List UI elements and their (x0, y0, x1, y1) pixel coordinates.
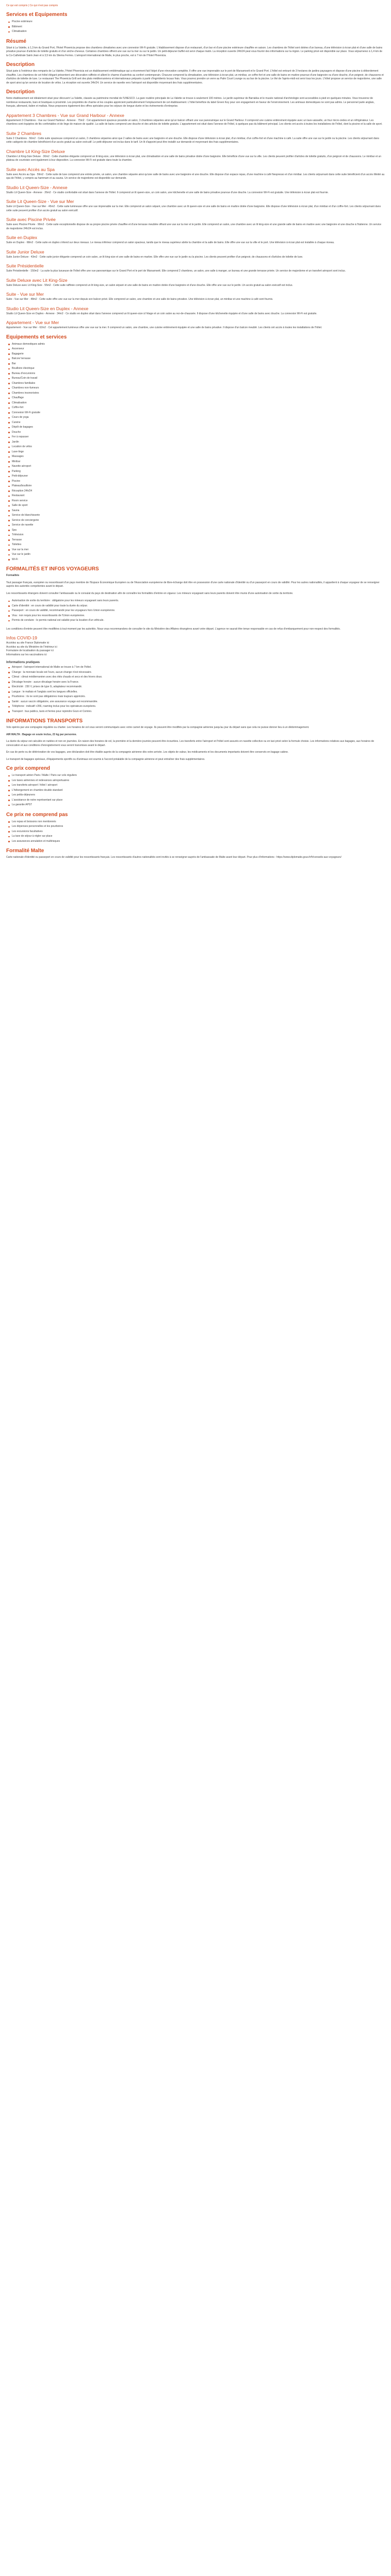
list-item: Les dépenses personnelles et les pourboires (8, 824, 385, 829)
list-item: Change : la monnaie locale est l'euro, aucun change n'est nécessaire. (8, 670, 385, 675)
list-item: Minibar (8, 460, 385, 465)
room-title: Studio Lit Queen-Size en Duplex - Annexe (6, 306, 89, 311)
list-item: La taxe de séjour à régler sur place (8, 834, 385, 839)
covid-links (6, 641, 385, 657)
description2-title: Description (6, 89, 35, 95)
list-item: Sauna (8, 509, 385, 514)
list-item: Animaux domestiques admis (8, 342, 385, 347)
list-item: Téléphone : indicatif +356, roaming inclus pour les opérateurs européens. (8, 704, 385, 709)
formalites-title: FORMALITÉS ET INFOS VOYAGEURS (6, 566, 99, 572)
room-description: Suite Deluxe avec Lit King-Size · 55m2 · Cette suite raffinée comprend un lit king-size, un salon séparé et une salle de bains en marbre dotée d'une baignoire et d'une douche. Elle offre une vue sur le jardin. Un accès gratuit au salon exécutif est inclus. (6, 283, 293, 287)
transport-p2: AIR MALTA : Bagage en soute inclus, 23 kg par personne. (6, 733, 77, 736)
list-item: Langue : le maltais et l'anglais sont les langues officielles. (8, 690, 385, 695)
list-item: Passeport : en cours de validité, recommandé pour les voyageurs hors Union européenne. (8, 608, 385, 614)
room-title: Suite en Duplex (6, 235, 38, 240)
list-item: Salle de sport (8, 503, 385, 509)
list-item: Vue sur le jardin (8, 552, 385, 557)
list-item: Transport : bus publics, taxis et ferries pour rejoindre Gozo et Comino. (8, 709, 385, 715)
formalites-bullets (6, 599, 385, 623)
list-item: Réception 24h/24 (8, 489, 385, 494)
room-description: Chambre Lit King-Size Deluxe · 30m2 · Cette chambre élégante comprend un lit king-size, une télévision à écran plat, une climatisation et une salle de bains privative dotée d'une baignoire. Elle bénéficie d'une vue sur la ville. Les clients peuvent profiter d'articles de toilette gratuits, d'un peignoir et de chaussons. Le minibar et un plateau de courtoisie sont également à leur disposition. La connexion Wi-Fi est gratuite dans toute la chambre. (6, 155, 382, 162)
list-item: Toilettes (8, 543, 385, 548)
list-item: Spa (8, 528, 385, 533)
room-item (6, 292, 385, 302)
room-title: Suite Junior Deluxe (6, 249, 44, 255)
page (0, 0, 391, 873)
formalites-intro: Formalités (6, 574, 20, 577)
room-item (6, 185, 385, 195)
list-item: Aéroport : l'aéroport international de Malte se trouve à 7 km de l'hôtel. (8, 665, 385, 670)
room-item (6, 235, 385, 245)
list-item: Balcon/ terrasse (8, 357, 385, 362)
list-item: Lave-linge (8, 450, 385, 455)
list-item: Visa : non requis pour les ressortissants de l'Union européenne. (8, 614, 385, 619)
room-item (6, 263, 385, 274)
room-description: Appartement 3 Chambres - Vue sur Grand Harbour - Annexe · 75m2 · Cet appartement spacieux possède un salon, 3 chambres séparées ainsi qu'un balcon offrant une vue panoramique sur le Grand Harbour. Il comprend une cuisine entièrement équipée avec un lave-vaisselle, un four micro-ondes et un réfrigérateur. Les chambres sont équipées de lits confortables et de linge de maison de qualité. La salle de bains comprend une douche et des articles de toilette gratuits. L'appartement est situé dans l'annexe de l'hôtel, à quelques pas du bâtiment principal. Les clients ont accès à toutes les installations de l'hôtel, dont la piscine et la salle de sport. (6, 118, 383, 126)
list-item: Service de blanchisserie (8, 513, 385, 518)
room-title: Appartement - Vue sur Mer (6, 320, 59, 325)
list-item: Bâtiment (8, 25, 385, 30)
list-item: Les petits-déjeuners (8, 793, 385, 798)
excluded-title: Ce prix ne comprend pas (6, 811, 68, 818)
list-item: Décalage horaire : aucun décalage horaire avec la France. (8, 680, 385, 685)
malta-text: Carte nationale d'identité ou passeport en cours de validité pour les ressortissants français. Les ressortissants d'autres nationalités sont invités à se renseigner auprès de l'ambassade de Malte avant leur départ. Pour plus d'informations : https://www.diplomatie.gouv.fr/fr/conseils-aux-voyageurs/ (6, 856, 341, 859)
room-title: Studio Lit Queen-Size - Annexe (6, 184, 68, 190)
breadcrumb[interactable]: Ce qui est compris | Ce qui n'est pas compris (6, 4, 58, 7)
list-item: Massages (8, 454, 385, 460)
resume-text: Situé à La Valette, à 1,3 km du Grand Port, l'Hotel Phoenicia propose des chambres climatisées avec une connexion Wi-Fi gratuite. L'établissement dispose d'un restaurant, d'un bar et d'une piscine extérieure chauffée en saison. Les chambres de l'hôtel sont dotées d'un bureau, d'une télévision à écran plat et d'une salle de bains privative pourvue d'articles de toilette gratuits et d'un sèche-cheveux. Certaines chambres offrent une vue sur la mer ou sur le jardin. Un petit-déjeuner buffet est servi chaque matin. La réception ouverte 24h/24 peut vous fournir des informations sur la région. Le parking privé est disponible sur place. Vous séjournerez à 1,4 km de la Co-Cathédrale Saint-Jean et à 3,5 km du Sliema Ferries. L'aéroport international de Malte, le plus proche, est à 7 km de l'Hotel Phoenicia. (6, 46, 383, 57)
transport-p3: La durée du séjour est calculée en nuitées et non en journées. En raison des horaires de vol, la première et la dernière journée peuvent être écourtées. Les transferts entre l'aéroport et l'hôtel sont assurés en navette collective ou en taxi privé selon la formule choisie. Les informations relatives aux bagages, aux horaires de convocation et aux conditions d'enregistrement vous seront transmises avant le départ. (6, 740, 374, 747)
room-description: Suite Lit Queen-Size - Vue sur Mer · 45m2 · Cette suite lumineuse offre une vue imprenable sur la mer. Elle comprend un salon séparé, une chambre avec un lit queen-size et une salle de bains en marbre dotée d'une baignoire. Elle dispose d'une télévision à écran plat, d'un minibar et d'un coffre-fort. Les clients séjournant dans cette suite peuvent profiter d'un accès gratuit au salon exécutif. (6, 205, 381, 212)
rooms-list (6, 113, 385, 330)
malta-title: Formalité Malte (6, 848, 44, 854)
transport-p5: Le transport de bagages spéciaux, d'équipements sportifs ou d'animaux est soumis à l'accord préalable de la compagnie aérienne et peut entraîner des frais supplémentaires. (6, 757, 205, 761)
covid-link[interactable]: Formulaire de localisation du passager ici (6, 649, 54, 652)
list-item: Service de conciergerie (8, 518, 385, 523)
description-text: Situé juste à l'extérieur des remparts de La Valette, l'Hotel Phoenicia est un établissement emblématique qui a récemment fait l'objet d'une rénovation complète. Il offre une vue imprenable sur le port de Marsamxett et le Grand Port. L'hôtel est entouré de 3 hectares de jardins paysagers et dispose d'une piscine à débordement chauffée. Les chambres de cet hôtel élégant présentent une décoration raffinée et allient le charme d'autrefois au confort contemporain. Chacune comprend la climatisation, une télévision à écran plat, un minibar, un coffre-fort et une salle de bains en marbre pourvue d'une baignoire ou d'une douche, d'un peignoir, de chaussons et d'articles de toilette de luxe. Le restaurant The Phoenicia Grill sert des plats méditerranéens et internationaux préparés à partir d'ingrédients locaux frais. Vous pourrez prendre un verre au Palm Court Lounge ou au bar de la piscine. Le thé de l'après-midi est servi tous les jours. L'hôtel propose un service de majordome, une salle de sport ainsi qu'un service de location de vélos. La réception est ouverte 24h/24. Un service de navette vers l'aéroport est disponible moyennant des frais supplémentaires. (6, 70, 384, 84)
transport-p1: Vols opérés par une compagnie régulière ou charter. Les horaires de vol vous seront communiqués avec votre carnet de voyage. Ils peuvent être modifiés par la compagnie aérienne jusqu'au jour du départ sans que cela ne puisse donner lieu à un dédommagement. (6, 726, 309, 729)
room-item (6, 149, 385, 163)
list-item: Climatisation (8, 29, 385, 35)
room-item (6, 320, 385, 330)
list-item: Les taxes aériennes et redevances aéroportuaires (8, 778, 385, 784)
room-title: Suite Présidentielle (6, 263, 44, 268)
list-item: Ascenseur (8, 347, 385, 352)
list-item: Chauffage (8, 396, 385, 401)
list-item: Autorisation de sortie du territoire : obligatoire pour les mineurs voyageant sans leurs parents. (8, 599, 385, 604)
room-description: Appartement - Vue sur Mer · 62m2 · Cet appartement lumineux offre une vue sur la mer. Il comprend un salon, une chambre, une cuisine entièrement équipée et une salle de bains privative. Il dispose d'un balcon meublé. Les clients ont accès à toutes les installations de l'hôtel. (6, 326, 322, 329)
list-item: Wi-Fi (8, 557, 385, 563)
list-item: Room service (8, 499, 385, 504)
list-item: L'assistance de notre représentant sur place (8, 798, 385, 803)
list-item: Bouilloire électrique (8, 366, 385, 371)
list-item: La garantie APST (8, 803, 385, 808)
covid-link[interactable]: Accédez au site du Ministère de l'Intérieur ici (6, 645, 57, 649)
room-title: Suite 2 Chambres (6, 130, 42, 136)
list-item: Carte d'identité : en cours de validité pour toute la durée du séjour. (8, 604, 385, 609)
list-item: Les transferts aéroport / hôtel / aéroport (8, 783, 385, 788)
list-item: Vue sur la mer (8, 548, 385, 553)
room-description: Studio Lit Queen-Size - Annexe · 26m2 · Ce studio confortable est situé dans l'annexe de l'hôtel. Il comprend un lit queen-size, un coin salon, une kitchenette et une salle de bains privative pourvue d'une douche. La connexion Wi-Fi est gratuite. Une télévision à écran plat est fournie. (6, 191, 329, 194)
equipments-list (6, 342, 385, 563)
room-item (6, 131, 385, 145)
room-item (6, 278, 385, 288)
transport-title: INFORMATIONS TRANSPORTS (6, 718, 83, 724)
list-item: Connexion Wi-Fi gratuite (8, 411, 385, 416)
room-item (6, 113, 385, 127)
list-item: Service de navette (8, 523, 385, 528)
room-item (6, 306, 385, 316)
room-description: Suite Présidentielle · 150m2 · La suite la plus luxueuse de l'hôtel offre une vue panoramique sur le Grand Port et le port de Marsamxett. Elle comprend 2 chambres, un salon, une salle à manger, un bureau et une grande terrasse privée. Un service de majordome et un transfert aéroport sont inclus. (6, 269, 346, 273)
room-title: Suite Deluxe avec Lit King-Size (6, 277, 68, 283)
list-item: Petit-déjeuner (8, 474, 385, 479)
services-list (6, 20, 385, 35)
description-title: Description (6, 62, 35, 67)
practical-title: Informations pratiques (6, 661, 40, 664)
description2-text: Notre établissement est idéalement situé pour découvrir La Valette, classée au patrimoine mondial de l'UNESCO. La gare routière principale de La Valette se trouve à seulement 100 mètres. Le jardin supérieur de Barrakka et le musée national d'archéologie sont accessibles à pied en quelques minutes. Vous trouverez de nombreux restaurants, bars et boutiques à proximité. Les propriétés de charme et les couples apprécient particulièrement l'emplacement de cet établissement. L'hôtel bénéficie du label Green Key pour son engagement en faveur de l'environnement. Les animaux domestiques ne sont pas admis. Le personnel parle anglais, français, allemand, italien et maltais. Nous proposons également des offres spéciales pour les séjours de longue durée et les événements d'entreprise. (6, 97, 374, 108)
room-item (6, 249, 385, 260)
list-item: Parking (8, 469, 385, 474)
list-item: Les repas et boissons non mentionnés (8, 820, 385, 825)
room-item (6, 199, 385, 213)
list-item: Location de vélos (8, 445, 385, 450)
list-item: Coffre-fort (8, 405, 385, 411)
list-item: Cours de yoga (8, 415, 385, 420)
list-item: Pourboires : ils ne sont pas obligatoires mais toujours appréciés. (8, 694, 385, 700)
list-item: Électricité : 230 V, prises de type G, adaptateur recommandé. (8, 685, 385, 690)
list-item: Chambres non-fumeurs (8, 386, 385, 391)
formalites-p2: Les ressortissants étrangers doivent consulter l'ambassade ou le consulat du pays de destination afin de connaître les formalités d'entrée en vigueur. Les mineurs voyageant sans leurs parents doivent être munis d'une autorisation de sortie du territoire. (6, 591, 294, 595)
list-item: Télévision (8, 533, 385, 538)
room-title: Chambre Lit King-Size Deluxe (6, 148, 65, 154)
covid-link[interactable]: Accédez au site France Diplomatie ici (6, 641, 50, 645)
room-title: Appartement 3 Chambres - Vue sur Grand Harbour - Annexe (6, 112, 124, 118)
room-description: Suite - Vue sur Mer · 48m2 · Cette suite offre une vue sur la mer depuis son balcon privé. Elle comprend un salon, une chambre et une salle de bains privative. Une télévision à écran plat, un minibar et une machine à café sont fournis. (6, 298, 273, 301)
list-item: Les assurances annulation et multirisques (8, 839, 385, 844)
room-title: Suite Lit Queen-Size - Vue sur Mer (6, 199, 74, 204)
list-item: Navette aéroport (8, 464, 385, 469)
list-item: Climatisation (8, 401, 385, 406)
room-description: Studio Lit Queen-Size en Duplex - Annexe · 34m2 · Ce studio en duplex situé dans l'annexe comprend un lit queen-size à l'étage et un coin salon au rez-de-chaussée. Il dispose d'une kitchenette équipée et d'une salle de bains avec douche. La connexion Wi-Fi est gratuite. (6, 312, 317, 315)
resume-title: Résumé (6, 38, 26, 44)
list-item: Chambres familiales (8, 381, 385, 386)
room-item (6, 217, 385, 231)
list-item: Piscine extérieure (8, 20, 385, 25)
list-item: Restaurant (8, 494, 385, 499)
equipments-title: Equipements et services (6, 334, 67, 340)
room-item (6, 167, 385, 181)
room-title: Suite avec Accès au Spa (6, 166, 55, 172)
list-item: Fer à repasser (8, 435, 385, 440)
list-item: Santé : aucun vaccin obligatoire, une assurance voyage est recommandée. (8, 700, 385, 705)
room-title: Suite - Vue sur Mer (6, 292, 44, 297)
included-title: Ce prix comprend (6, 766, 51, 771)
room-description: Suite en Duplex · 68m2 · Cette suite en duplex s'étend sur deux niveaux. Le niveau inférieur comprend un salon spacieux, tandis que le niveau supérieur abrite la chambre et la salle de bains. Elle offre une vue sur la ville et le port. Une télévision à écran plat est installée à chaque niveau. (6, 241, 335, 244)
list-item: Cuisine (8, 420, 385, 426)
list-item: Douche (8, 430, 385, 435)
list-item: Plateau/bouilloire (8, 484, 385, 489)
included-list (6, 773, 385, 808)
services-title: Services et Equipements (6, 12, 68, 18)
list-item: L'hébergement en chambre double standard (8, 788, 385, 793)
room-description: Suite avec Accès au Spa · 59m2 · Cette suite de luxe comprend une entrée privée, un salon, une chambre séparée ainsi qu'une salle de bains avec une baignoire et une douche. Elle dispose d'un espace repas, d'une machine à café Nespresso et d'un minibar. Les clients séjournant dans cette suite bénéficient d'un accès illimité au spa de l'hôtel, y compris au hammam et au sauna. Un service de majordome est disponible sur demande. (6, 173, 385, 180)
list-item: Terrasse (8, 538, 385, 543)
covid-link[interactable]: Informations sur les vaccinations ici (6, 653, 47, 656)
list-item: Piscine (8, 479, 385, 484)
list-item: Bureau d'excursions (8, 371, 385, 377)
room-description: Suite 2 Chambres · 56m2 · Cette suite spacieuse comprend un salon, 2 chambres séparées ainsi que 2 salles de bains avec une baignoire et une douche. Elle dispose d'une télévision à écran plat, d'un minibar, d'un coffre-fort et d'une machine à café. La suite offre une vue sur le jardin ou la piscine. Les clients séjournant dans cette catégorie de chambre bénéficient d'un accès gratuit au salon exécutif. Le petit-déjeuner est inclus dans le tarif. Un lit d'appoint peut être installé sur demande et moyennant des frais supplémentaires. (6, 137, 379, 144)
list-item: Le transport aérien Paris / Malte / Paris sur vols réguliers (8, 773, 385, 778)
room-title: Suite avec Piscine Privée (6, 217, 56, 222)
list-item: Climat : climat méditerranéen avec des étés chauds et secs et des hivers doux. (8, 675, 385, 680)
list-item: Bagagerie (8, 352, 385, 357)
list-item: Bar (8, 362, 385, 367)
list-item: Permis de conduire : le permis national est valable pour la location d'un véhicule. (8, 618, 385, 623)
transport-p4: En cas de perte ou de détérioration de vos bagages, une déclaration doit être établie auprès de la compagnie aérienne dès votre arrivée. Les objets de valeur, les médicaments et les documents importants doivent être conservés en bagage cabine. (6, 751, 289, 754)
room-description: Suite Junior Deluxe · 43m2 · Cette suite junior élégante comprend un coin salon, un lit king-size et une salle de bains en marbre. Elle offre une vue sur le jardin ou la piscine. Les clients peuvent profiter d'un peignoir, de chaussons et d'articles de toilette de luxe. (6, 255, 303, 259)
room-description: Suite avec Piscine Privée · 90m2 · Cette suite exceptionnelle dispose de sa propre piscine privée chauffée et d'une terrasse meublée offrant une vue sur la mer et le jardin. Elle comprend un salon, une chambre avec un lit king-size et une grande salle de bains en marbre avec une baignoire et une douche à l'italienne. Un service de majordome 24h/24 est inclus. (6, 223, 382, 230)
list-item: Jardin (8, 440, 385, 445)
covid-title: Infos COVID-19 (6, 635, 37, 640)
formalites-p1: Tout passager français, européen ou ressortissant d'un pays membre de l'Espace Économique Européen ou de l'Association européenne de libre-échange doit être en possession d'une carte nationale d'identité ou d'un passeport en cours de validité. Pour les autres nationalités, il appartient à chaque voyageur de se renseigner auprès des autorités compétentes avant le départ. (6, 581, 380, 588)
list-item: Bureau/Coin de travail (8, 376, 385, 381)
excluded-list (6, 820, 385, 844)
formalites-p3: Les conditions d'entrée peuvent être modifiées à tout moment par les autorités. Nous vous recommandons de consulter le site du Ministère des Affaires étrangères avant votre départ. L'agence ne saurait être tenue responsable en cas de refus d'embarquement pour non-respect des formalités. (6, 627, 341, 631)
practical-list (6, 665, 385, 714)
list-item: Dépôt de bagages (8, 425, 385, 430)
list-item: Chambres insonorisées (8, 391, 385, 396)
list-item: Les excursions facultatives (8, 829, 385, 835)
